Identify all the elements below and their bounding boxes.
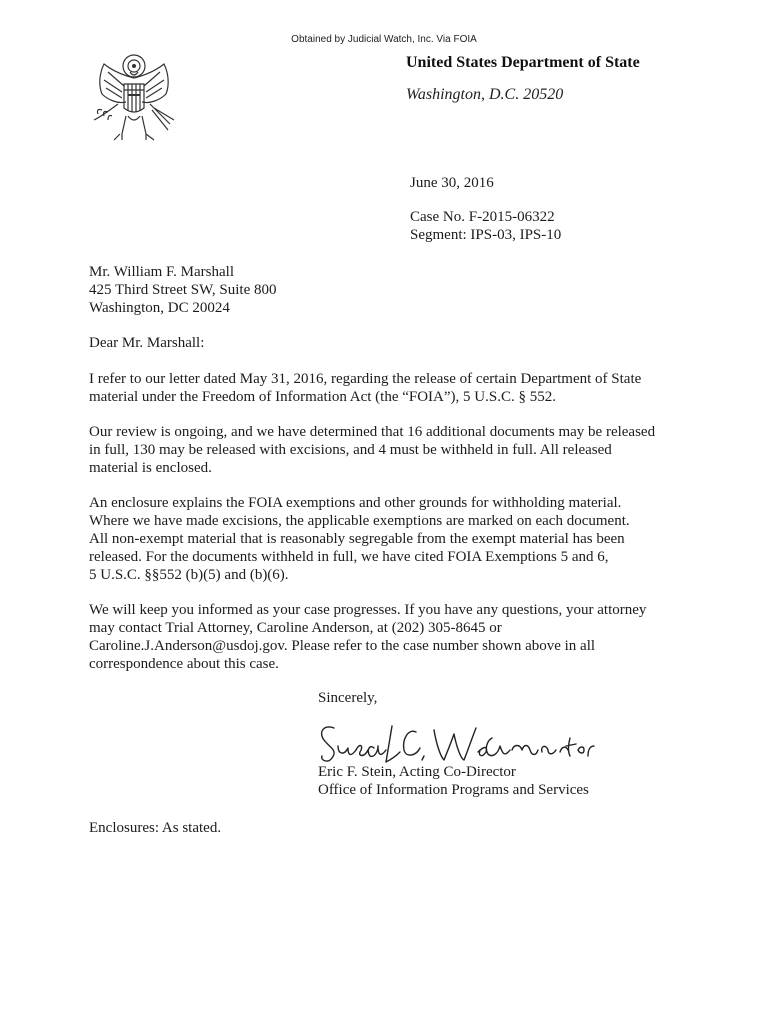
signer-office: Office of Information Programs and Services (318, 782, 589, 798)
recipient-city: Washington, DC 20024 (89, 300, 230, 316)
handwritten-signature (316, 716, 596, 770)
paragraph-line: Caroline.J.Anderson@usdoj.gov. Please refer to the case number shown above in all (89, 638, 596, 654)
paragraph-line: material is enclosed. (89, 460, 212, 476)
segment: Segment: IPS-03, IPS-10 (410, 227, 562, 243)
paragraph-line: may contact Trial Attorney, Caroline Anderson, at (202) 305-8645 or (89, 620, 502, 636)
paragraph-line: An enclosure explains the FOIA exemptions and other grounds for withholding material. (89, 495, 622, 511)
paragraph-line: All non-exempt material that is reasonably segregable from the exempt material has been (89, 531, 625, 547)
paragraph-line: in full, 130 may be released with excisions, and 4 must be withheld in full. All released (89, 442, 612, 458)
paragraph-line: Where we have made excisions, the applicable exemptions are marked on each document. (89, 513, 630, 529)
salutation: Dear Mr. Marshall: (89, 335, 205, 351)
paragraph-line: 5 U.S.C. §§552 (b)(5) and (b)(6). (89, 567, 289, 583)
department-city: Washington, D.C. 20520 (406, 86, 564, 103)
paragraph-3 (89, 494, 630, 584)
valediction: Sincerely, (318, 690, 378, 706)
paragraph-line: correspondence about this case. (89, 656, 279, 672)
paragraph-4 (89, 601, 646, 673)
paragraph-line: I refer to our letter dated May 31, 2016, regarding the release of certain Department of State (89, 371, 642, 387)
signer-name: Eric F. Stein, Acting Co-Director (318, 764, 516, 780)
paragraph-1 (89, 370, 641, 406)
paragraph-line: material under the Freedom of Information Act (the “FOIA”), 5 U.S.C. § 552. (89, 389, 556, 405)
enclosures-note: Enclosures: As stated. (89, 820, 222, 836)
paragraph-line: Our review is ongoing, and we have determined that 16 additional documents may be released (89, 424, 656, 440)
paragraph-2 (89, 423, 655, 477)
letter-date: June 30, 2016 (410, 175, 494, 191)
department-name: United States Department of State (406, 54, 640, 71)
recipient-street: 425 Third Street SW, Suite 800 (89, 282, 277, 298)
paragraph-line: released. For the documents withheld in full, we have cited FOIA Exemptions 5 and 6, (89, 549, 609, 565)
recipient-name: Mr. William F. Marshall (89, 264, 234, 280)
department-seal-icon (84, 50, 184, 142)
foia-watermark: Obtained by Judicial Watch, Inc. Via FOIA (291, 34, 477, 45)
case-number: Case No. F-2015-06322 (410, 209, 555, 225)
paragraph-line: We will keep you informed as your case progresses. If you have any questions, your attorney (89, 602, 647, 618)
